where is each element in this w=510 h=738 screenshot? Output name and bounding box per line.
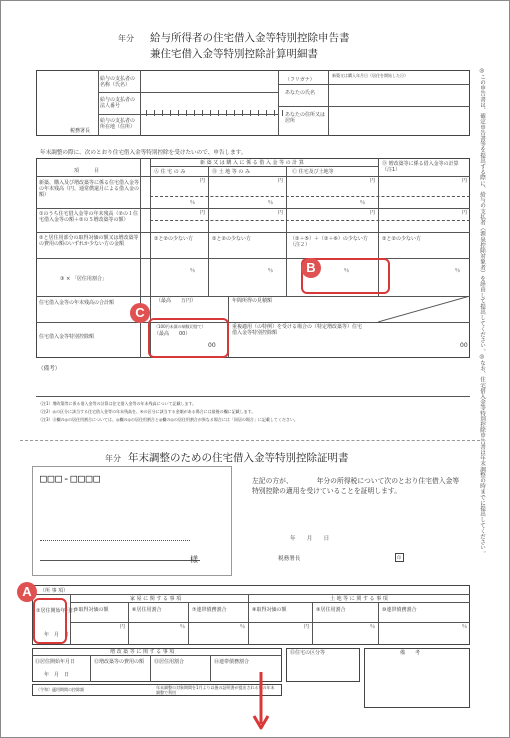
section-label: （所 事 項）	[40, 588, 69, 594]
row-loan-balance: ①のうち住宅借入金等の年末残高（②の１住宅借入金等の額＋②の５増改築等の額）	[39, 211, 138, 223]
seal-label: 印	[397, 555, 401, 560]
reno-loan-label: ⑭連帯債務割合	[214, 659, 250, 665]
cert-title: 年末調整のための住宅借入金等特別控除証明書	[128, 452, 349, 464]
row-lesser-amount: ②と居住用部分の取得対価の額又は増改築等の費用の額のいずれか少ない方の金額	[39, 235, 139, 247]
highlight-special-deduction	[148, 318, 229, 358]
pct-b2: ％	[268, 200, 274, 206]
reno-cost-label: ⑫増改築等の費用の額	[94, 659, 145, 665]
start-date-label: ②居住開始年月日	[36, 608, 76, 614]
pct-d4: ％	[455, 268, 461, 274]
pct-floor: ％	[180, 624, 186, 630]
land-cost-label: ⑧取得対価の額	[252, 607, 287, 613]
yen-d1: 円	[462, 178, 468, 184]
start-date-ymd: 年 月 日	[44, 632, 70, 638]
reno-ymd: 年 月 日	[44, 672, 70, 678]
yen-land: 円	[304, 624, 310, 630]
pct-c2: ％	[360, 200, 366, 206]
bikou-label: 備 考	[400, 650, 421, 656]
max-note: （最高 万円）	[156, 298, 197, 304]
reno-ratio-label: ⑬居住用割合	[154, 659, 185, 665]
land-group-label: 土 地 等 に 関 す る 事 項	[330, 596, 388, 602]
note-2: （注2）◎の区分に該当する住宅借入金等の年末残高を、④の区分に該当する金額がある場合には最後の欄に記載します。	[38, 409, 256, 414]
item-header: 項 目	[74, 168, 100, 174]
col-land-only: Ⓑ 土 地 等 の み	[212, 169, 250, 175]
cap-max-note: （最高 00）	[154, 331, 191, 337]
payer-name-label: 給与の支払者の名称（氏名）	[100, 76, 136, 88]
arrow-down-icon	[252, 672, 270, 736]
note-3: （注3）Ⓓ欄の◎の居住用割合については、◎欄の◎の居住用割合と◎欄の◎の居住用割合が異なる場合には「同居の場合」に記載してください。	[38, 417, 298, 422]
pct-c4: ％	[344, 268, 350, 274]
yen-b1: 円	[278, 178, 284, 184]
yen-a1: 円	[200, 178, 206, 184]
year-label: 年分	[118, 34, 134, 43]
reno-start-label: ⑪居住開始年月日	[35, 659, 76, 665]
your-address-label: あなたの住所又は居所	[285, 112, 326, 124]
highlight-start-date	[33, 598, 70, 644]
col-renovation: Ⓓ 増改築等に係る借入金等の計算（注1）	[382, 161, 459, 173]
new-purchase-header: 新 築 又 は 購 入 に 係 る 借 入 金 等 の 計 算	[200, 160, 304, 166]
pct-land-loan: ％	[462, 624, 468, 630]
purchase-date-note: 新築又は購入年月日（居住を開始した日）	[332, 73, 408, 78]
yen-b2: 円	[278, 210, 284, 216]
house-type-label: ⑮住宅の区分等	[290, 650, 326, 656]
pct-land: ％	[370, 624, 376, 630]
acquire-cost-label: ⑤取得対価の額	[74, 607, 109, 613]
form-title: 給与所得者の住宅借入金等特別控除申告書	[150, 32, 350, 44]
cap-amount: 00	[208, 342, 216, 349]
row-deduction: 住宅借入金等特別控除額	[39, 334, 95, 340]
cert-tax-office: 税務署長	[278, 556, 301, 562]
house-group-label: 家 屋 に 関 す る 事 項	[130, 596, 182, 602]
pct-b4: ％	[268, 268, 274, 274]
cert-date: 年 月 日	[290, 536, 330, 542]
payer-number-label: 給与の支払者の法人番号	[100, 97, 136, 109]
loan-ratio-label: ⑦連帯債務割合	[192, 607, 227, 613]
yen-c1: 円	[370, 178, 376, 184]
tax-office-label: 税務署長	[70, 128, 91, 134]
cert-year-label: 年分	[105, 454, 121, 463]
form-subtitle: 兼住宅借入金等特別控除計算明細書	[150, 48, 318, 60]
footer-left: （令和）適用期間の控除額	[36, 687, 84, 692]
badge-a: A	[17, 582, 37, 602]
truncation-note: （100円未満の端数切捨て）	[154, 324, 206, 329]
badge-c: C	[130, 303, 150, 323]
furigana-label: （フリガナ）	[285, 77, 315, 83]
right-margin-note: ◎この申告書は、確定申告書等を提出する際に、給与の支払者（源泉控除対象者）を経由して提出してください。◎なお、住宅借入金等特別控除申告書は年末調整の時までに提出してください。	[479, 68, 485, 556]
remarks-label: （備考）	[38, 366, 61, 372]
lesser-a: ②と②の少ない方	[154, 236, 193, 242]
lesser-c: （②＋⑤）＋（②＋⑥）の少ない方（注２）	[290, 236, 368, 248]
note-1: （注1）増改築等に係る借入金等の計算は住宅借入金等の年末残高について記載します。	[38, 401, 197, 406]
corporate-number-boxes[interactable]	[146, 101, 290, 120]
reno-group-label: 増 改 築 等 に 関 す る 事 項	[110, 649, 175, 655]
intro-text: 年末調整の際に、次のとおり住宅借入金等特別控除を受けたいので、申告します。	[40, 150, 247, 156]
yen-c2: 円	[370, 210, 376, 216]
badge-b: B	[301, 258, 321, 278]
income-estimate: 年間所得の見積額	[232, 298, 273, 304]
diagonal-strike	[378, 296, 470, 322]
lesser-d: ②と②の少ない方	[382, 236, 421, 242]
yen-cost: 円	[120, 624, 126, 630]
pct-a4: ％	[190, 268, 196, 274]
footer-mid: 年末調整の対象期間を1月より以後の証明書が提出される年の年末調整で利用	[156, 685, 275, 695]
special-case-label: 重複適用（の特例）を受ける場合の（特定増改築等）住宅借入金等特別控除額	[232, 324, 363, 336]
row-balance: 新築、購入及び増改築等に係る住宅借入金等の年末残高（円、通常償還月による借入金の額）	[39, 180, 140, 198]
land-loan-label: ⑩連帯債務割合	[382, 607, 417, 613]
your-name-label: あなたの氏名	[285, 90, 316, 96]
floor-ratio-label: ⑥居住用割合	[132, 607, 162, 613]
cert-statement: 左記の方が、 年分の所得税について次のとおり住宅借入金等特別控除の適用を受けていることを証明します。	[252, 477, 460, 495]
pct-a2: ％	[190, 200, 196, 206]
payer-address-label: 給与の支払者の所在地（住所）	[100, 118, 136, 130]
lesser-b: ②と②の少ない方	[212, 236, 251, 242]
cap-amount-right: 00	[460, 342, 468, 349]
col-house-only: Ⓐ 住 宅 の み	[154, 169, 186, 175]
yen-a2: 円	[200, 210, 206, 216]
pct-loan: ％	[240, 624, 246, 630]
sama-label: 様	[190, 555, 198, 564]
land-ratio-label: ⑨居住用割合	[316, 607, 346, 613]
bikou-box	[364, 648, 470, 708]
row-residential-ratio: ③ × 「居住用割合」	[60, 276, 107, 282]
row-total-balance: 住宅借入金等の年末残高の合計額	[39, 300, 115, 306]
postal-code-boxes: □□□-□□□□	[40, 472, 101, 485]
yen-d2: 円	[462, 210, 468, 216]
col-house-and-land: Ⓒ 住宅及び土地等	[292, 169, 334, 175]
